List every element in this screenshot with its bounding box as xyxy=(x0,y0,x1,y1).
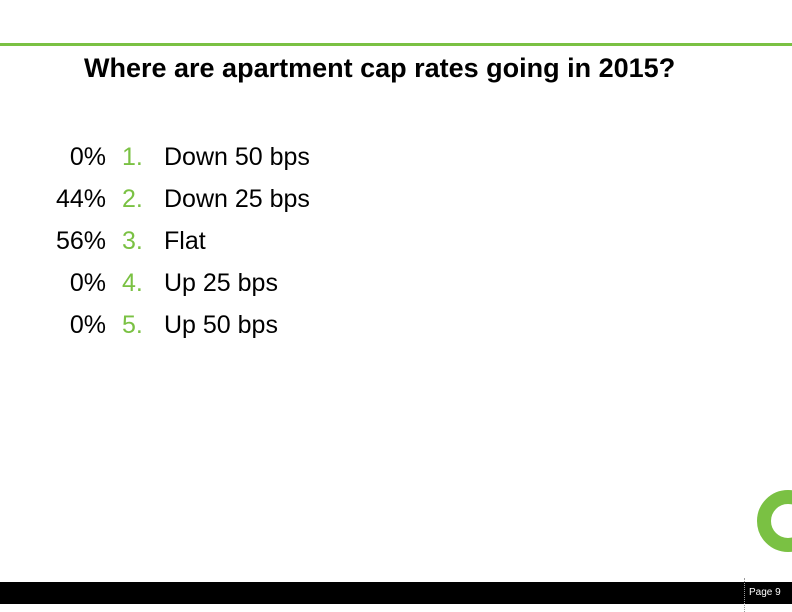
result-label: Down 25 bps xyxy=(164,185,310,213)
result-label: Flat xyxy=(164,227,206,255)
result-number: 3. xyxy=(122,227,143,255)
result-percent: 0% xyxy=(69,311,106,339)
footer-bar xyxy=(0,582,792,604)
result-label: Up 25 bps xyxy=(164,269,278,297)
poll-result-row xyxy=(40,220,310,262)
result-number: 1. xyxy=(122,143,143,171)
poll-result-row xyxy=(40,178,310,220)
slide-title: Where are apartment cap rates going in 2015? xyxy=(84,53,676,83)
footer-divider xyxy=(744,578,745,612)
result-label: Up 50 bps xyxy=(164,311,278,339)
result-number: 2. xyxy=(122,185,143,213)
poll-results-list xyxy=(40,136,310,346)
result-number: 5. xyxy=(122,311,143,339)
top-accent-rule xyxy=(0,43,792,46)
result-percent: 0% xyxy=(69,143,106,171)
result-percent: 44% xyxy=(55,185,106,213)
poll-result-row xyxy=(40,136,310,178)
result-number: 4. xyxy=(122,269,143,297)
result-percent: 0% xyxy=(69,269,106,297)
poll-result-row xyxy=(40,304,310,346)
ring-logo-icon xyxy=(755,488,792,554)
result-label: Down 50 bps xyxy=(164,143,310,171)
page-number: Page 9 xyxy=(749,587,781,598)
poll-result-row xyxy=(40,262,310,304)
result-percent: 56% xyxy=(55,227,106,255)
